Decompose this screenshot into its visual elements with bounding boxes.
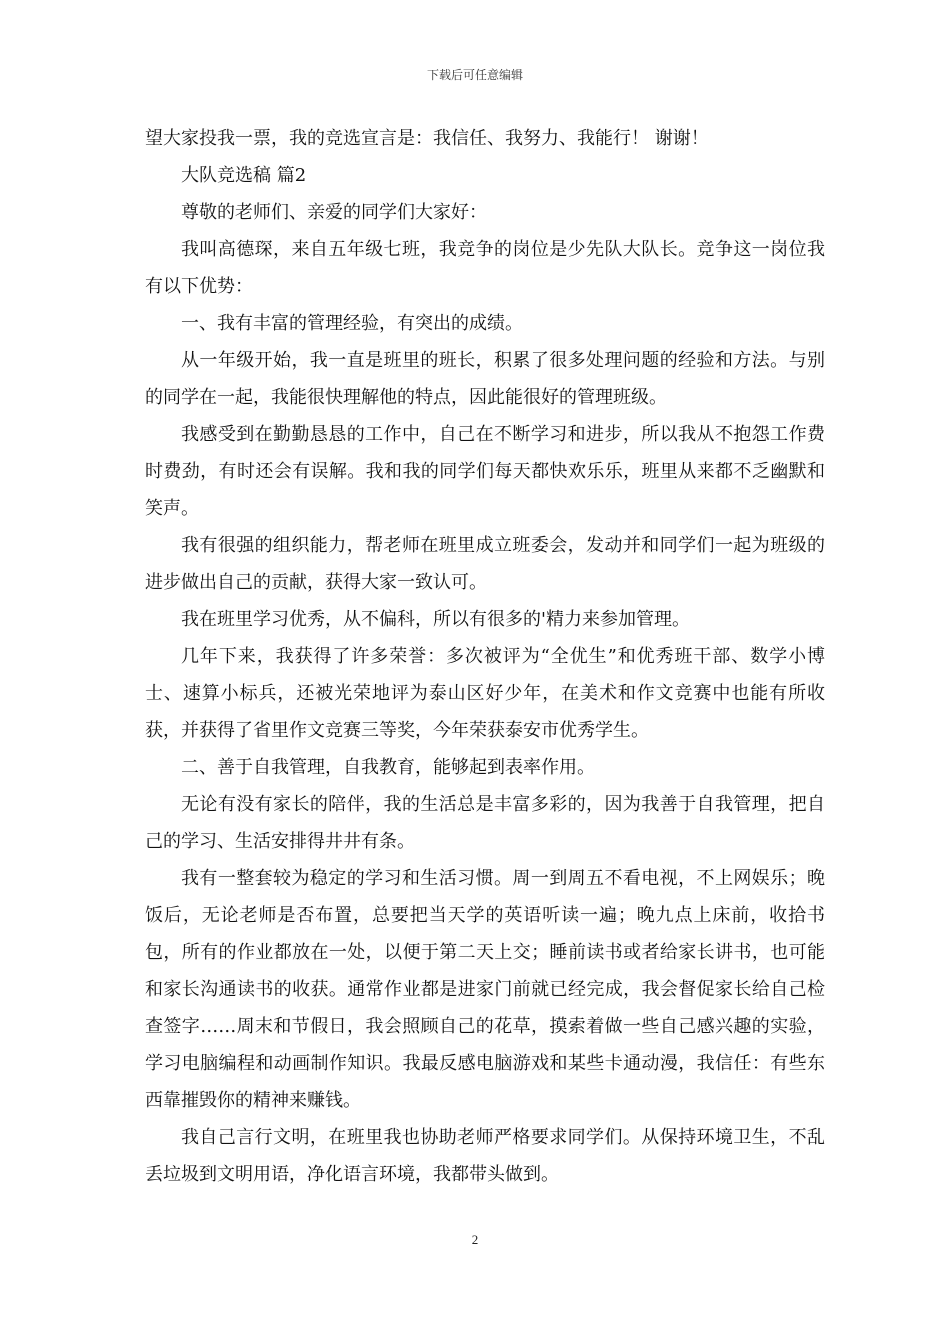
page-number: 2 <box>471 1232 479 1247</box>
page-header: 下载后可任意编辑 <box>426 68 523 82</box>
paragraph: 无论有没有家长的陪伴，我的生活总是丰富多彩的，因为我善于自我管理，把自己的学习、生活安排得井井有条。 <box>145 794 825 852</box>
paragraph: 我有很强的组织能力，帮老师在班里成立班委会，发动并和同学们一起为班级的进步做出自己的贡献，获得大家一致认可。 <box>145 535 825 593</box>
paragraph: 我自己言行文明，在班里我也协助老师严格要求同学们。从保持环境卫生，不乱丢垃圾到文明用语，净化语言环境，我都带头做到。 <box>145 1127 825 1185</box>
paragraph: 我感受到在勤勤恳恳的工作中，自己在不断学习和进步，所以我从不抱怨工作费时费劲，有时还会有误解。我和我的同学们每天都快欢乐乐，班里从来都不乏幽默和笑声。 <box>145 424 825 519</box>
document-body <box>145 120 825 1193</box>
paragraph: 我叫高德琛，来自五年级七班，我竞争的岗位是少先队大队长。竞争这一岗位我有以下优势： <box>145 239 825 297</box>
paragraph: 我在班里学习优秀，从不偏科，所以有很多的'精力来参加管理。 <box>181 609 690 630</box>
section-title: 大队竞选稿 篇2 <box>181 165 307 186</box>
paragraph: 几年下来，我获得了许多荣誉：多次被评为“全优生”和优秀班干部、数学小博士、速算小标兵，还被光荣地评为泰山区好少年，在美术和作文竞赛中也能有所收获，并获得了省里作文竞赛三等奖，今年荣获泰安市优秀学生。 <box>145 646 825 741</box>
salutation: 尊敬的老师们、亲爱的同学们大家好： <box>181 202 487 223</box>
subheading: 二、善于自我管理，自我教育，能够起到表率作用。 <box>181 757 595 778</box>
paragraph: 我有一整套较为稳定的学习和生活习惯。周一到周五不看电视，不上网娱乐；晚饭后，无论老师是否布置，总要把当天学的英语听读一遍；晚九点上床前，收拾书包，所有的作业都放在一处，以便于第二天上交；睡前读书或者给家长讲书，也可能和家长沟通读书的收获。通常作业都是进家门前就已经完成，我会督促家长给自己检查签字……周末和节假日，我会照顾自己的花草，摸索着做一些自己感兴趣的实验，学习电脑编程和动画制作知识。我最反感电脑游戏和某些卡通动漫，我信任：有些东西靠摧毁你的精神来赚钱。 <box>145 868 825 1111</box>
paragraph: 从一年级开始，我一直是班里的班长，积累了很多处理问题的经验和方法。与别的同学在一起，我能很快理解他的特点，因此能很好的管理班级。 <box>145 350 825 408</box>
subheading: 一、我有丰富的管理经验，有突出的成绩。 <box>181 313 523 334</box>
paragraph: 望大家投我一票，我的竞选宣言是：我信任、我努力、我能行！ 谢谢！ <box>145 128 709 149</box>
